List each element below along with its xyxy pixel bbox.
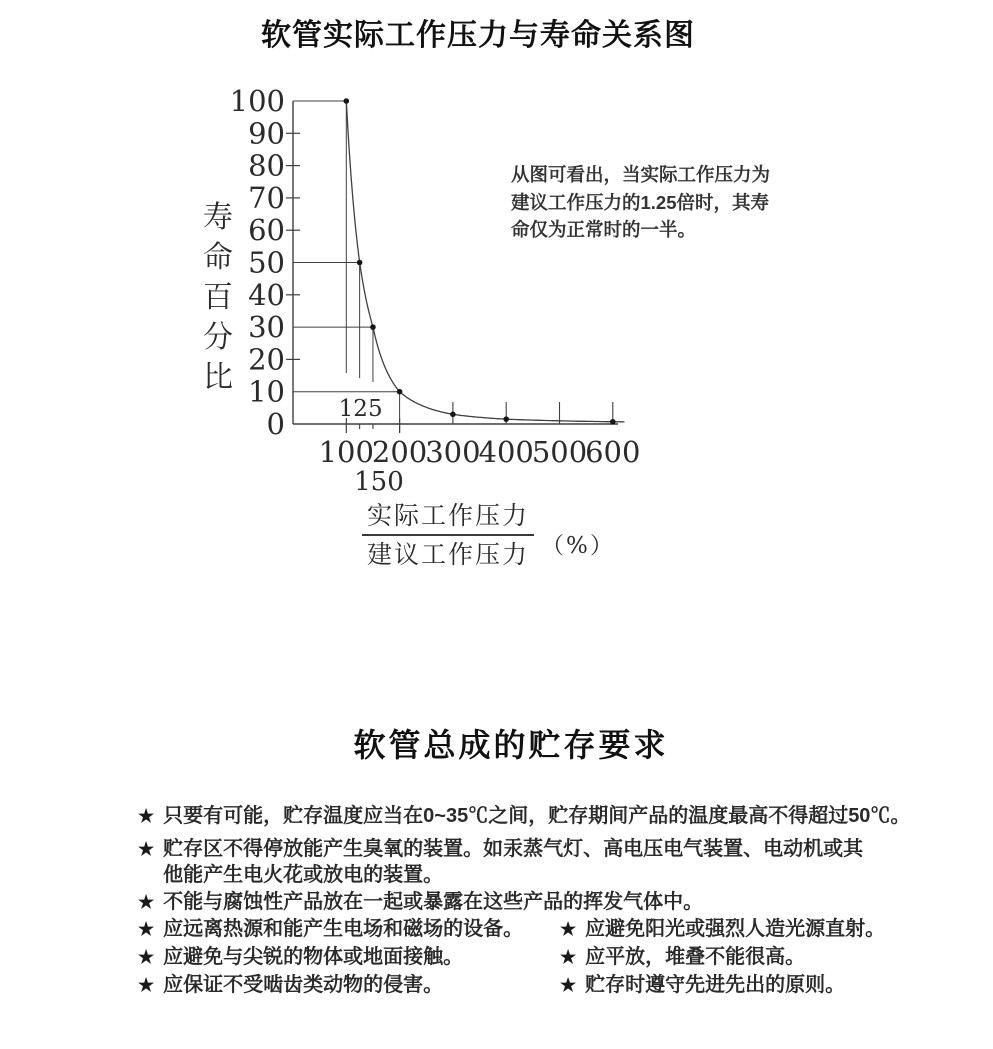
storage-bullet-left-1 (138, 916, 523, 942)
star-icon: ★ (560, 919, 577, 939)
y-tick-label-100: 100 (229, 86, 285, 118)
bullet-text: 只要有可能，贮存温度应当在0~35℃之间，贮存期间产品的温度最高不得超过50℃。 (163, 805, 911, 827)
x-tick-label-500: 500 (531, 435, 588, 469)
data-point-150 (370, 324, 376, 330)
star-icon: ★ (138, 947, 155, 967)
page-title: 软管实际工作压力与寿命关系图 (261, 19, 695, 52)
y-tick-label-90: 90 (248, 116, 285, 151)
pressure-life-chart (228, 86, 660, 500)
storage-bullet-right-1 (560, 916, 885, 942)
bullet-text: 贮存时遵守先进先出的原则。 (585, 974, 846, 996)
annotation-line-1: 从图可看出，当实际工作压力为 (511, 164, 771, 185)
bullet-text: 应远离热源和能产生电场和磁场的设备。 (163, 918, 524, 940)
y-tick-label-10: 10 (248, 374, 285, 409)
storage-bullet-left-3 (138, 972, 443, 998)
x-tick-label-150: 150 (354, 467, 404, 497)
bullet-text: 应平放，堆叠不能很高。 (585, 946, 806, 968)
bullet-text: 不能与腐蚀性产品放在一起或暴露在这些产品的挥发气体中。 (163, 891, 704, 913)
x-axis-title-fraction (362, 497, 534, 573)
bullet-text: 应保证不受啮齿类动物的侵害。 (163, 974, 444, 996)
annotation-line-2: 建议工作压力的1.25倍时，其寿 (511, 191, 770, 213)
bullet-text: 应避免阳光或强烈人造光源直射。 (585, 918, 886, 940)
y-axis-title-char: 分 (203, 320, 233, 355)
y-axis-title-char: 百 (203, 280, 233, 315)
star-icon: ★ (560, 975, 577, 995)
data-point-400 (503, 416, 509, 422)
storage-bullet-left-2 (138, 944, 463, 970)
y-tick-label-60: 60 (248, 213, 285, 248)
data-point-125 (357, 260, 363, 266)
star-icon: ★ (138, 975, 155, 995)
y-tick-label-0: 0 (266, 407, 285, 441)
x-tick-label-600: 600 (585, 435, 641, 469)
x-tick-label-200: 200 (371, 435, 428, 469)
y-tick-label-80: 80 (248, 148, 285, 183)
y-tick-label-50: 50 (248, 245, 285, 280)
star-icon: ★ (560, 947, 577, 967)
storage-bullet-right-2 (560, 944, 805, 970)
data-point-300 (450, 412, 456, 418)
y-tick-label-70: 70 (248, 180, 285, 215)
y-axis-title-char: 寿 (203, 200, 233, 235)
storage-bullet-1 (138, 803, 910, 829)
star-icon: ★ (138, 919, 155, 939)
x-tick-label-400: 400 (478, 435, 534, 469)
x-tick-label-100: 100 (318, 435, 374, 469)
x-tick-label-300: 300 (425, 435, 481, 469)
annotation-line-3: 命仅为正常时的一半。 (511, 219, 697, 240)
inner-label-125: 125 (338, 396, 383, 422)
storage-section-title: 软管总成的贮存要求 (353, 727, 669, 763)
bullet-text: 贮存区不得停放能产生臭氧的装置。如汞蒸气灯、高电压电气装置、电动机或其他能产生电火花或放电的装置。 (163, 838, 864, 886)
storage-bullet-3 (138, 889, 703, 915)
y-tick-label-30: 30 (248, 310, 285, 345)
data-point-200 (397, 389, 403, 395)
data-point-100 (344, 98, 350, 104)
star-icon: ★ (138, 839, 155, 859)
y-tick-label-20: 20 (248, 342, 285, 377)
chart-annotation (511, 161, 770, 244)
data-point-600 (610, 419, 616, 425)
fraction-denominator: 建议工作压力 (366, 540, 529, 569)
storage-bullet-2 (138, 836, 875, 888)
star-icon: ★ (138, 892, 155, 912)
fraction-numerator: 实际工作压力 (362, 497, 534, 536)
bullet-text: 应避免与尖锐的物体或地面接触。 (163, 946, 464, 968)
star-icon: ★ (138, 806, 155, 826)
storage-bullet-right-3 (560, 972, 845, 998)
life-curve (346, 101, 624, 422)
y-axis-title-char: 命 (203, 240, 233, 275)
y-tick-label-40: 40 (248, 277, 285, 312)
x-axis-unit: （%） (541, 533, 615, 559)
y-axis-title-char: 比 (203, 360, 233, 395)
